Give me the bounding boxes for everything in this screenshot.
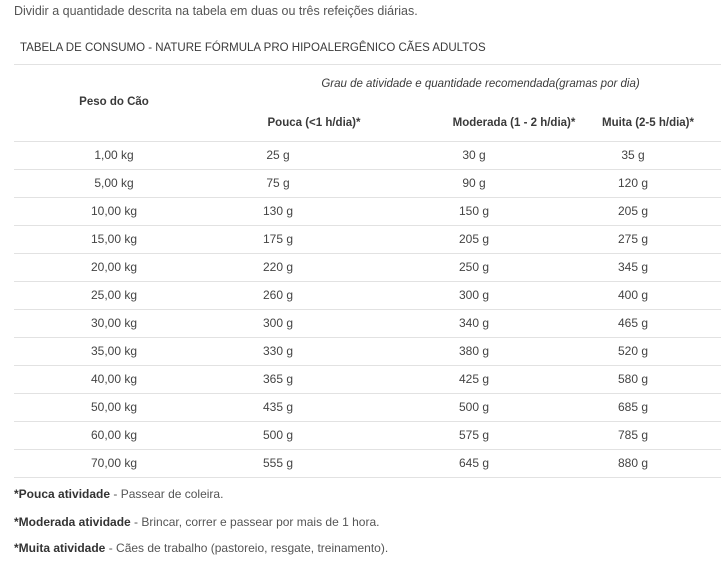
table-cell-pouca: 75 g <box>266 176 290 190</box>
table-row <box>14 309 721 337</box>
table-cell-pouca: 260 g <box>262 288 294 302</box>
table-cell-peso: 35,00 kg <box>90 344 138 358</box>
table-cell-muita: 520 g <box>617 344 649 358</box>
table-cell-peso: 50,00 kg <box>90 400 138 414</box>
table-cell-peso: 70,00 kg <box>90 456 138 470</box>
table-cell-peso: 60,00 kg <box>90 428 138 442</box>
table-cell-pouca: 555 g <box>262 456 294 470</box>
table-cell-muita: 465 g <box>617 316 649 330</box>
table-cell-moderada: 380 g <box>458 344 490 358</box>
table-cell-muita: 400 g <box>617 288 649 302</box>
table-row <box>14 253 721 281</box>
table-cell-moderada: 645 g <box>458 456 490 470</box>
table-cell-moderada: 205 g <box>458 232 490 246</box>
table-cell-peso: 10,00 kg <box>90 204 138 218</box>
table-cell-peso: 15,00 kg <box>90 232 138 246</box>
footnote-term: *Muita atividade <box>14 541 106 555</box>
table-row <box>14 393 721 421</box>
table-cell-moderada: 300 g <box>458 288 490 302</box>
column-header-muita: Muita (2-5 h/dia)* <box>601 117 694 129</box>
activity-group-header: Grau de atividade e quantidade recomendada(gramas por dia) <box>321 78 640 90</box>
table-cell-moderada: 30 g <box>462 148 486 162</box>
table-row <box>14 225 721 253</box>
footnote-text: - Passear de coleira. <box>110 487 224 501</box>
table-title: TABELA DE CONSUMO - NATURE FÓRMULA PRO HIPOALERGÊNICO CÃES ADULTOS <box>20 42 486 54</box>
table-row <box>14 449 721 478</box>
table-top-divider <box>14 64 721 65</box>
table-row <box>14 281 721 309</box>
table-cell-pouca: 435 g <box>262 400 294 414</box>
table-cell-pouca: 175 g <box>262 232 294 246</box>
table-cell-muita: 275 g <box>617 232 649 246</box>
table-row <box>14 365 721 393</box>
table-cell-pouca: 500 g <box>262 428 294 442</box>
column-header-pouca: Pouca (<1 h/dia)* <box>267 117 361 129</box>
table-cell-muita: 345 g <box>617 260 649 274</box>
table-row <box>14 169 721 197</box>
table-cell-moderada: 250 g <box>458 260 490 274</box>
table-row <box>14 337 721 365</box>
table-cell-peso: 30,00 kg <box>90 316 138 330</box>
table-cell-pouca: 365 g <box>262 372 294 386</box>
table-cell-muita: 120 g <box>617 176 649 190</box>
footnote-pouca <box>14 487 223 501</box>
footnote-text: - Cães de trabalho (pastoreio, resgate, treinamento). <box>105 541 389 555</box>
table-cell-peso: 5,00 kg <box>94 176 134 190</box>
table-cell-peso: 25,00 kg <box>90 288 138 302</box>
table-cell-moderada: 575 g <box>458 428 490 442</box>
table-cell-muita: 205 g <box>617 204 649 218</box>
footnote-text: - Brincar, correr e passear por mais de 1 hora. <box>130 515 380 529</box>
column-header-moderada: Moderada (1 - 2 h/dia)* <box>452 117 576 129</box>
footnote-moderada <box>14 515 379 529</box>
consumption-table-body <box>14 141 721 478</box>
weight-column-header: Peso do Cão <box>79 96 149 108</box>
table-cell-moderada: 500 g <box>458 400 490 414</box>
table-cell-peso: 40,00 kg <box>90 372 138 386</box>
footnote-term: *Moderada atividade <box>14 515 131 529</box>
table-cell-muita: 35 g <box>621 148 645 162</box>
table-cell-muita: 880 g <box>617 456 649 470</box>
footnote-term: *Pouca atividade <box>14 487 111 501</box>
table-cell-pouca: 130 g <box>262 204 294 218</box>
footnote-muita <box>14 541 388 555</box>
table-cell-pouca: 220 g <box>262 260 294 274</box>
table-cell-muita: 580 g <box>617 372 649 386</box>
table-row <box>14 197 721 225</box>
table-cell-moderada: 425 g <box>458 372 490 386</box>
table-row <box>14 141 721 169</box>
intro-text: Dividir a quantidade descrita na tabela em duas ou três refeições diárias. <box>14 4 418 18</box>
table-cell-moderada: 90 g <box>462 176 486 190</box>
table-cell-peso: 20,00 kg <box>90 260 138 274</box>
table-cell-peso: 1,00 kg <box>94 148 134 162</box>
table-cell-muita: 685 g <box>617 400 649 414</box>
table-cell-moderada: 150 g <box>458 204 490 218</box>
table-cell-moderada: 340 g <box>458 316 490 330</box>
table-cell-muita: 785 g <box>617 428 649 442</box>
table-cell-pouca: 300 g <box>262 316 294 330</box>
table-cell-pouca: 330 g <box>262 344 294 358</box>
table-cell-pouca: 25 g <box>266 148 290 162</box>
table-row <box>14 421 721 449</box>
